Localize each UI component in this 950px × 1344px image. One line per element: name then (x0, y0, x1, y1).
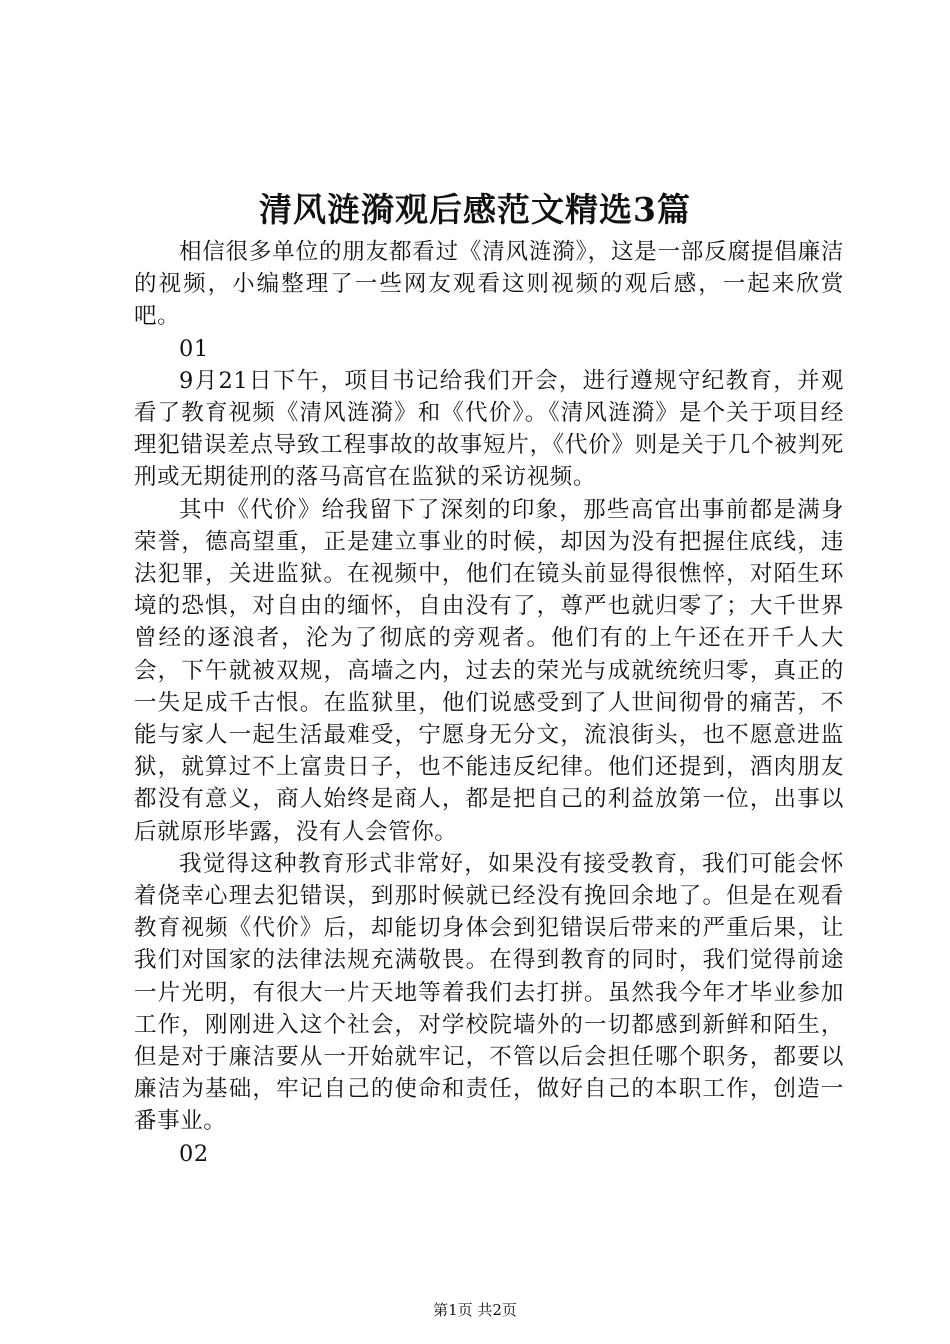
page-footer: 第1页 共2页 (433, 1301, 517, 1319)
body-paragraph: 其中《代价》给我留下了深刻的印象，那些高官出事前都是满身荣誉，德高望重，正是建立事业的时候，却因为没有把握住底线，违法犯罪，关进监狱。在视频中，他们在镜头前显得很憔悴，对陌生环境的恐惧，对自由的缅怀，自由没有了，尊严也就归零了；大千世界曾经的逐浪者，沦为了彻底的旁观者。他们有的上午还在开千人大会，下午就被双规，高墙之内，过去的荣光与成就统统归零，真正的一失足成千古恨。在监狱里，他们说感受到了人世间彻骨的痛苦，不能与家人一起生活最难受，宁愿身无分文，流浪街头，也不愿意进监狱，就算过不上富贵日子，也不能违反纪律。他们还提到，酒肉朋友都没有意义，商人始终是商人，都是把自己的利益放第一位，出事以后就原形毕露，没有人会管你。 (134, 496, 844, 845)
document-body (134, 236, 844, 1170)
body-paragraph: 9月21日下午，项目书记给我们开会，进行遵规守纪教育，并观看了教育视频《清风涟漪》和《代价》。《清风涟漪》是个关于项目经理犯错误差点导致工程事故的故事短片，《代价》则是关于几个被判死刑或无期徒刑的落马高官在监狱的采访视频。 (134, 367, 844, 491)
document-title: 清风涟漪观后感范文精选3篇 (259, 190, 691, 229)
section-number: 02 (179, 1140, 209, 1167)
section-number: 01 (179, 335, 209, 362)
intro-paragraph: 相信很多单位的朋友都看过《清风涟漪》，这是一部反腐提倡廉洁的视频，小编整理了一些网友观看这则视频的观后感，一起来欣赏吧。 (134, 239, 844, 330)
body-paragraph: 我觉得这种教育形式非常好，如果没有接受教育，我们可能会怀着侥幸心理去犯错误，到那时候就已经没有挽回余地了。但是在观看教育视频《代价》后，却能切身体会到犯错误后带来的严重后果，让我们对国家的法律法规充满敬畏。在得到教育的同时，我们觉得前途一片光明，有很大一片天地等着我们去打拼。虽然我今年才毕业参加工作，刚刚进入这个社会，对学校院墙外的一切都感到新鲜和陌生，但是对于廉洁要从一开始就牢记，不管以后会担任哪个职务，都要以廉洁为基础，牢记自己的使命和责任，做好自己的本职工作，创造一番事业。 (134, 850, 844, 1135)
